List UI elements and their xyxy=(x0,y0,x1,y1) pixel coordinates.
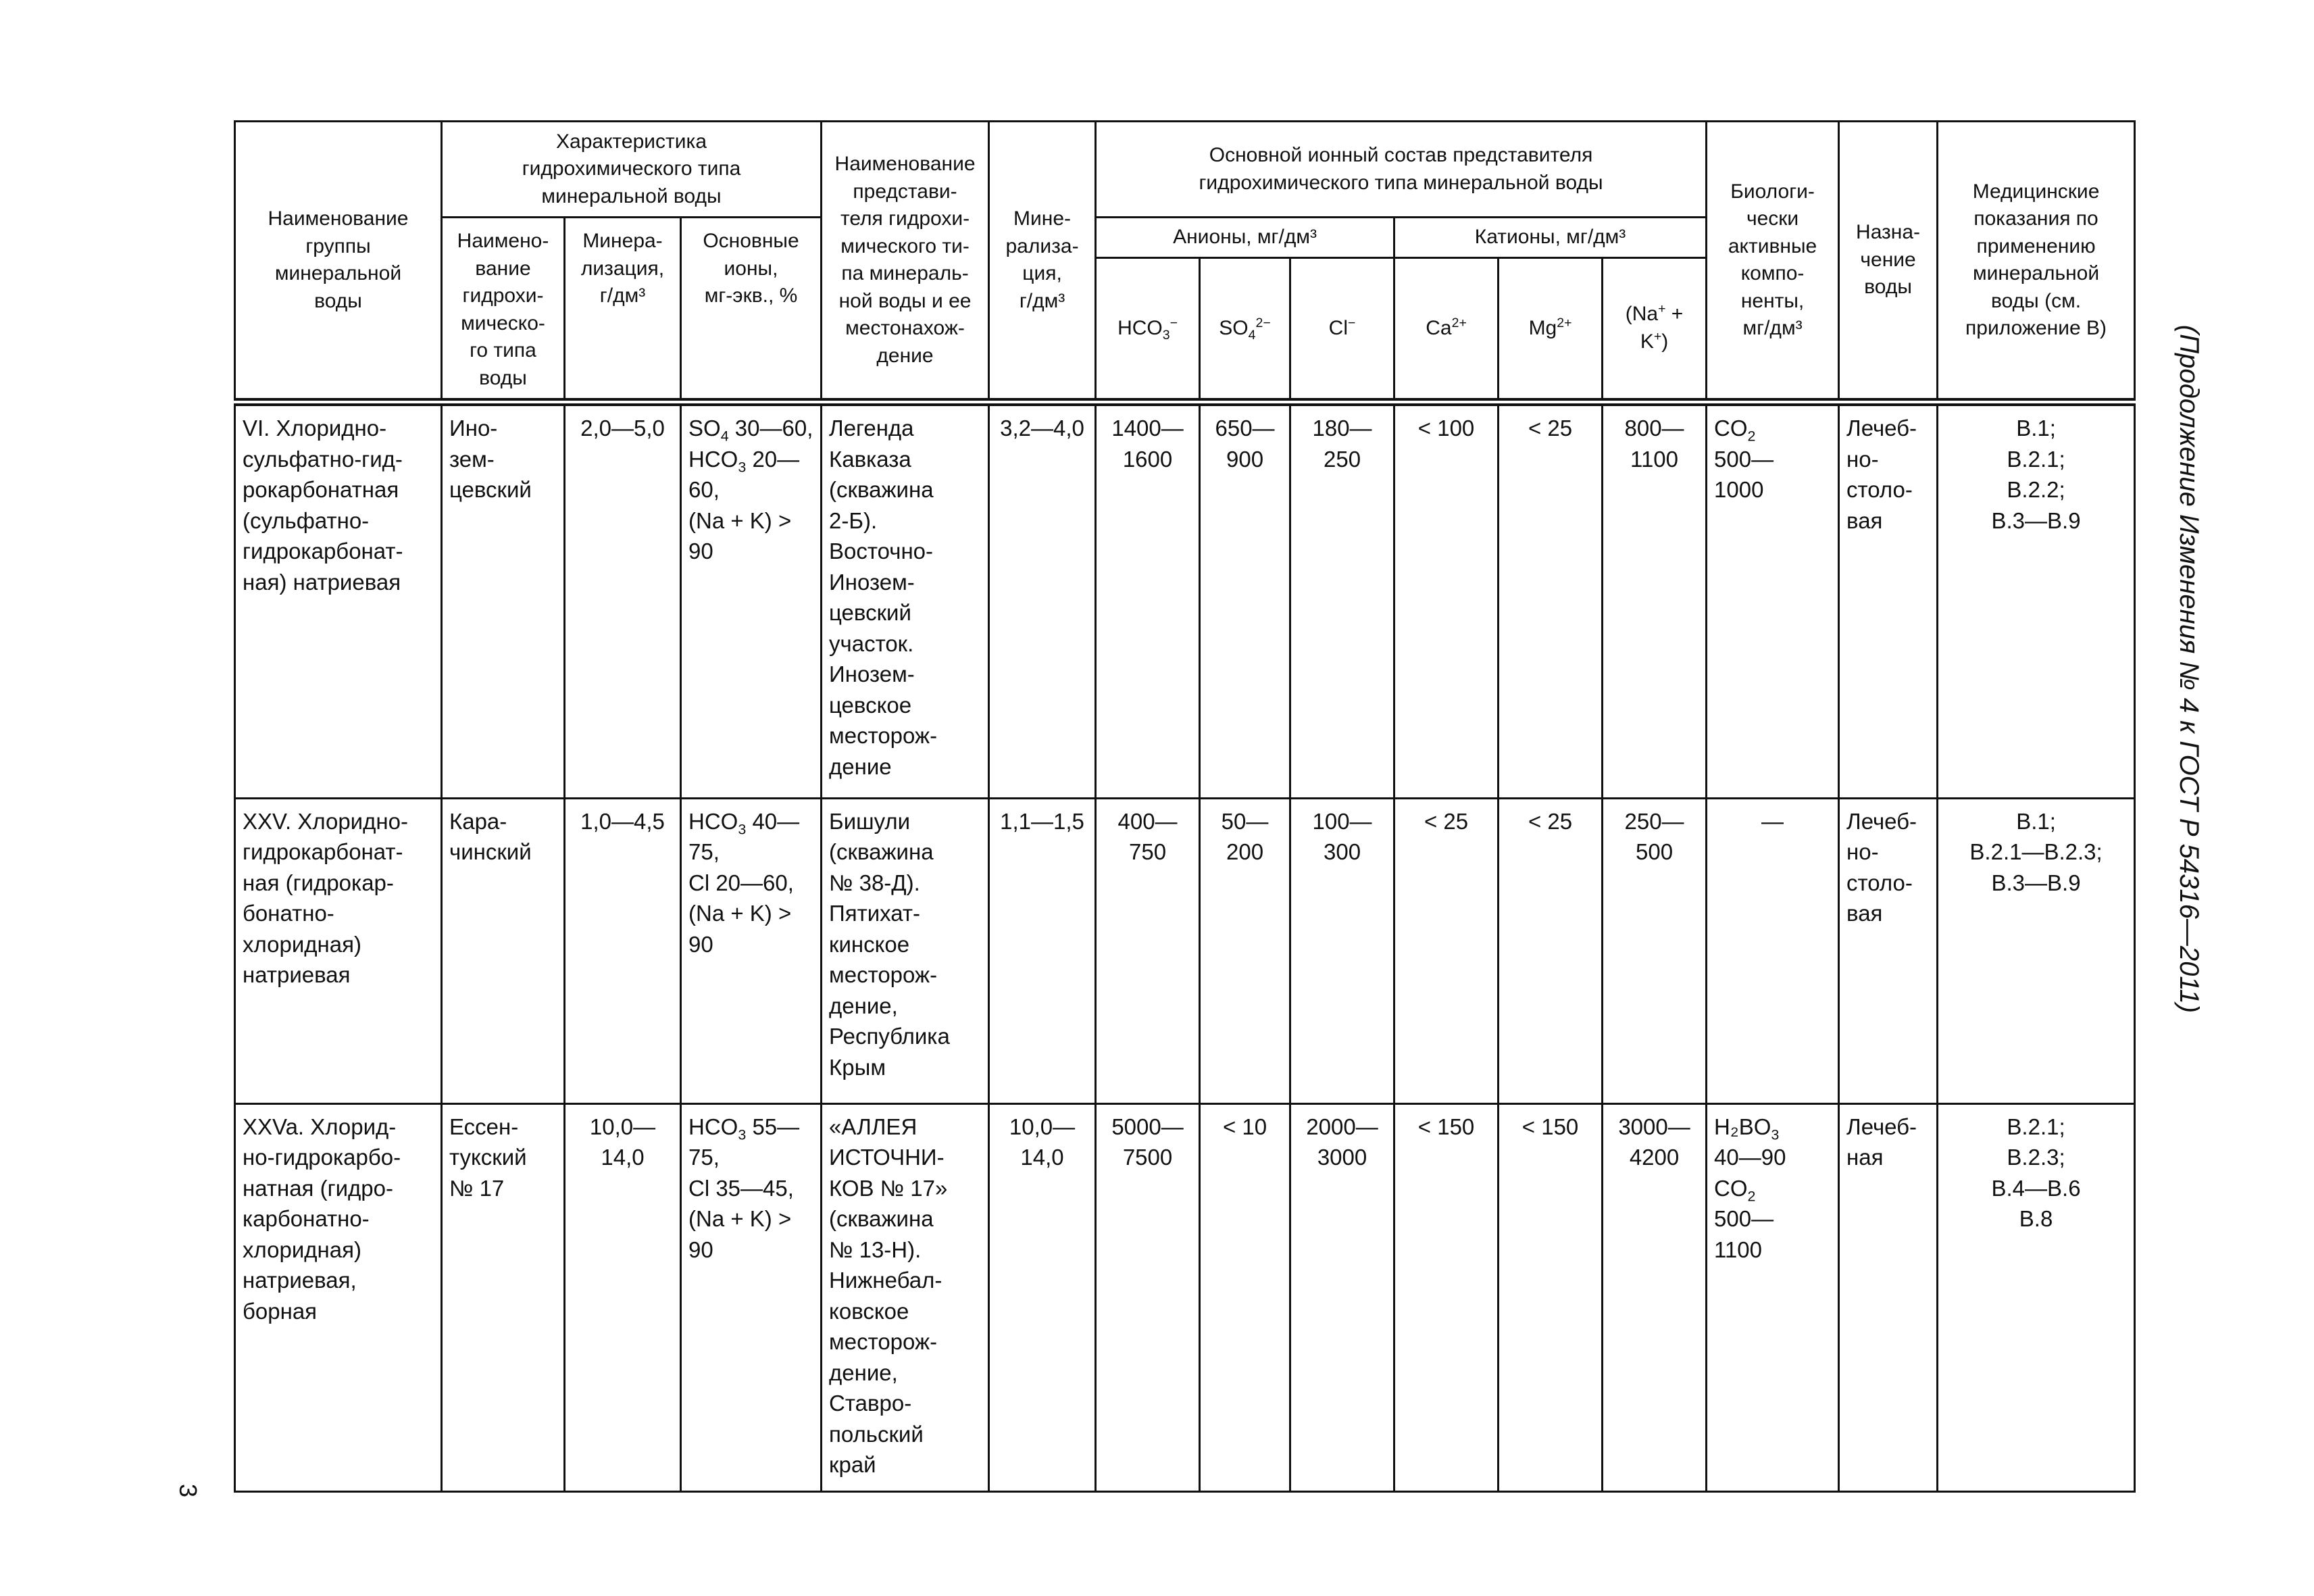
cell-mg: < 25 xyxy=(1499,798,1603,1103)
header-type-name: Наимено- вание гидрохи- мическо- го типа воды xyxy=(442,218,565,403)
page-number: 3 xyxy=(174,1483,203,1498)
bio-line: 1000 xyxy=(1714,477,1764,503)
bio-line: 1100 xyxy=(1714,1237,1763,1262)
header-ion-composition: Основной ионный состав представителя гидрохимического типа минеральной воды xyxy=(1096,122,1707,218)
cell-bio xyxy=(1707,1103,1839,1491)
mineral-water-table xyxy=(234,120,2136,1493)
bio-line: — xyxy=(1761,808,1784,834)
cell-hco3: 400— 750 xyxy=(1096,798,1200,1103)
cell-nak: 250— 500 xyxy=(1603,798,1707,1103)
cell-medical: В.1; В.2.1; В.2.2; В.3—В.9 xyxy=(1938,402,2135,798)
continuation-note: (Продолжение Изменения № 4 к ГОСТ Р 54316—2011) xyxy=(2174,324,2204,1014)
cell-cl: 2000— 3000 xyxy=(1290,1103,1394,1491)
bio-line: 500— xyxy=(1714,1206,1774,1232)
cell-medical: В.1; В.2.1—В.2.3; В.3—В.9 xyxy=(1938,798,2135,1103)
bio-line: $H_2BO_3$ xyxy=(1714,1114,1780,1143)
cell-ions xyxy=(681,402,822,798)
cell-mg: < 150 xyxy=(1499,1103,1603,1491)
cell-purpose: Лечеб- но- столо- вая xyxy=(1839,402,1938,798)
cell-mineral: 10,0— 14,0 xyxy=(989,1103,1096,1491)
cell-bio xyxy=(1707,402,1839,798)
cell-mg: < 25 xyxy=(1499,402,1603,798)
ions-line: $HCO_3$ 55—75, xyxy=(688,1114,800,1170)
cell-type_name: Кара- чинский xyxy=(442,798,565,1103)
table-body xyxy=(235,402,2135,1491)
cell-nak: 3000— 4200 xyxy=(1603,1103,1707,1491)
header-cl: Cl− xyxy=(1290,257,1394,402)
cell-group: VI. Хлоридно- сульфатно-гид- рокарбонатная (сульфатно- гидрокарбонат- ная) натриевая xyxy=(235,402,442,798)
header-group-name: Наименование группы минеральной воды xyxy=(235,122,442,403)
cell-purpose: Лечеб- но- столо- вая xyxy=(1839,798,1938,1103)
cell-mineral: 3,2—4,0 xyxy=(989,402,1096,798)
ions-line: $HCO_3$ 40—75, xyxy=(688,808,800,865)
cell-type_min: 1,0—4,5 xyxy=(565,798,681,1103)
header-main-ions: Основные ионы, мг-экв., % xyxy=(681,218,822,403)
ions-line: (Na + K) > 90 xyxy=(688,507,792,564)
table-row xyxy=(235,1103,2135,1491)
cell-ions xyxy=(681,1103,822,1491)
cell-type_name: Ино- зем- цевский xyxy=(442,402,565,798)
cell-hco3: 1400— 1600 xyxy=(1096,402,1200,798)
ions-line: $SO_4$ 30—60, xyxy=(688,416,813,445)
cell-nak: 800— 1100 xyxy=(1603,402,1707,798)
bio-line: $CO_2$ xyxy=(1714,416,1756,445)
ions-line: Cl 20—60, xyxy=(688,870,794,895)
header-mg: $Mg^{2+}$ xyxy=(1499,257,1603,402)
header-hco3: $HCO_3^-$ xyxy=(1096,257,1200,402)
cell-type_min: 10,0— 14,0 xyxy=(565,1103,681,1491)
cell-ca: < 25 xyxy=(1394,798,1499,1103)
header-characteristic: Характеристика гидрохимического типа минеральной воды xyxy=(442,122,822,218)
cell-ions xyxy=(681,798,822,1103)
bio-line: 40—90 xyxy=(1714,1145,1786,1170)
cell-so4: < 10 xyxy=(1200,1103,1290,1491)
cell-type_min: 2,0—5,0 xyxy=(565,402,681,798)
ions-line: $HCO_3$ 20—60, xyxy=(688,446,800,503)
cell-ca: < 150 xyxy=(1394,1103,1499,1491)
ions-line: Cl 35—45, xyxy=(688,1175,794,1201)
cell-ca: < 100 xyxy=(1394,402,1499,798)
header-mineralization: Мине- рализа- ция, г/дм³ xyxy=(989,122,1096,403)
header-bio-components: Биологи- чески активные компо- ненты, мг/дм³ xyxy=(1707,122,1839,403)
ions-line: (Na + K) > 90 xyxy=(688,1206,792,1262)
bio-line: 500— xyxy=(1714,446,1774,472)
header-cations: Катионы, мг/дм³ xyxy=(1394,218,1707,258)
cell-rep: «АЛЛЕЯ ИСТОЧНИ- КОВ № 17» (скважина № 13-Н). Нижнебал- ковское месторож- дение, Ставро- польский край xyxy=(822,1103,989,1491)
cell-rep: Легенда Кавказа (скважина 2-Б). Восточно- Инозем- цевский участок. Инозем- цевское месторож- дение xyxy=(822,402,989,798)
cell-medical: В.2.1; В.2.3; В.4—В.6 В.8 xyxy=(1938,1103,2135,1491)
cell-cl: 180— 250 xyxy=(1290,402,1394,798)
header-ca: $Ca^{2+}$ xyxy=(1394,257,1499,402)
header-representative: Наименование представи- теля гидрохи- мического ти- па минераль- ной воды и ее местонахож- дение xyxy=(822,122,989,403)
header-so4: $SO_4^{2-}$ xyxy=(1200,257,1290,402)
cell-so4: 650— 900 xyxy=(1200,402,1290,798)
header-medical: Медицинские показания по применению минеральной воды (см. приложение В) xyxy=(1938,122,2135,403)
table-header xyxy=(235,122,2135,403)
ions-line: (Na + K) > 90 xyxy=(688,901,792,957)
cell-rep: Бишули (скважина № 38-Д). Пятихат- кинское месторож- дение, Республика Крым xyxy=(822,798,989,1103)
header-anions: Анионы, мг/дм³ xyxy=(1096,218,1394,258)
header-na-k: (Na+ + K+) xyxy=(1603,257,1707,402)
cell-type_name: Ессен- тукский № 17 xyxy=(442,1103,565,1491)
header-type-mineralization: Минера- лизация, г/дм³ xyxy=(565,218,681,403)
cell-bio xyxy=(1707,798,1839,1103)
cell-cl: 100— 300 xyxy=(1290,798,1394,1103)
cell-so4: 50— 200 xyxy=(1200,798,1290,1103)
cell-group: XXVa. Хлорид- но-гидрокарбо- натная (гидро- карбонатно- хлоридная) натриевая, борная xyxy=(235,1103,442,1491)
header-purpose: Назна- чение воды xyxy=(1839,122,1938,403)
cell-mineral: 1,1—1,5 xyxy=(989,798,1096,1103)
cell-group: XXV. Хлоридно- гидрокарбонат- ная (гидрокар- бонатно- хлоридная) натриевая xyxy=(235,798,442,1103)
bio-line: $CO_2$ xyxy=(1714,1175,1756,1205)
cell-hco3: 5000— 7500 xyxy=(1096,1103,1200,1491)
cell-purpose: Лечеб- ная xyxy=(1839,1103,1938,1491)
table-row xyxy=(235,798,2135,1103)
table-row xyxy=(235,402,2135,798)
